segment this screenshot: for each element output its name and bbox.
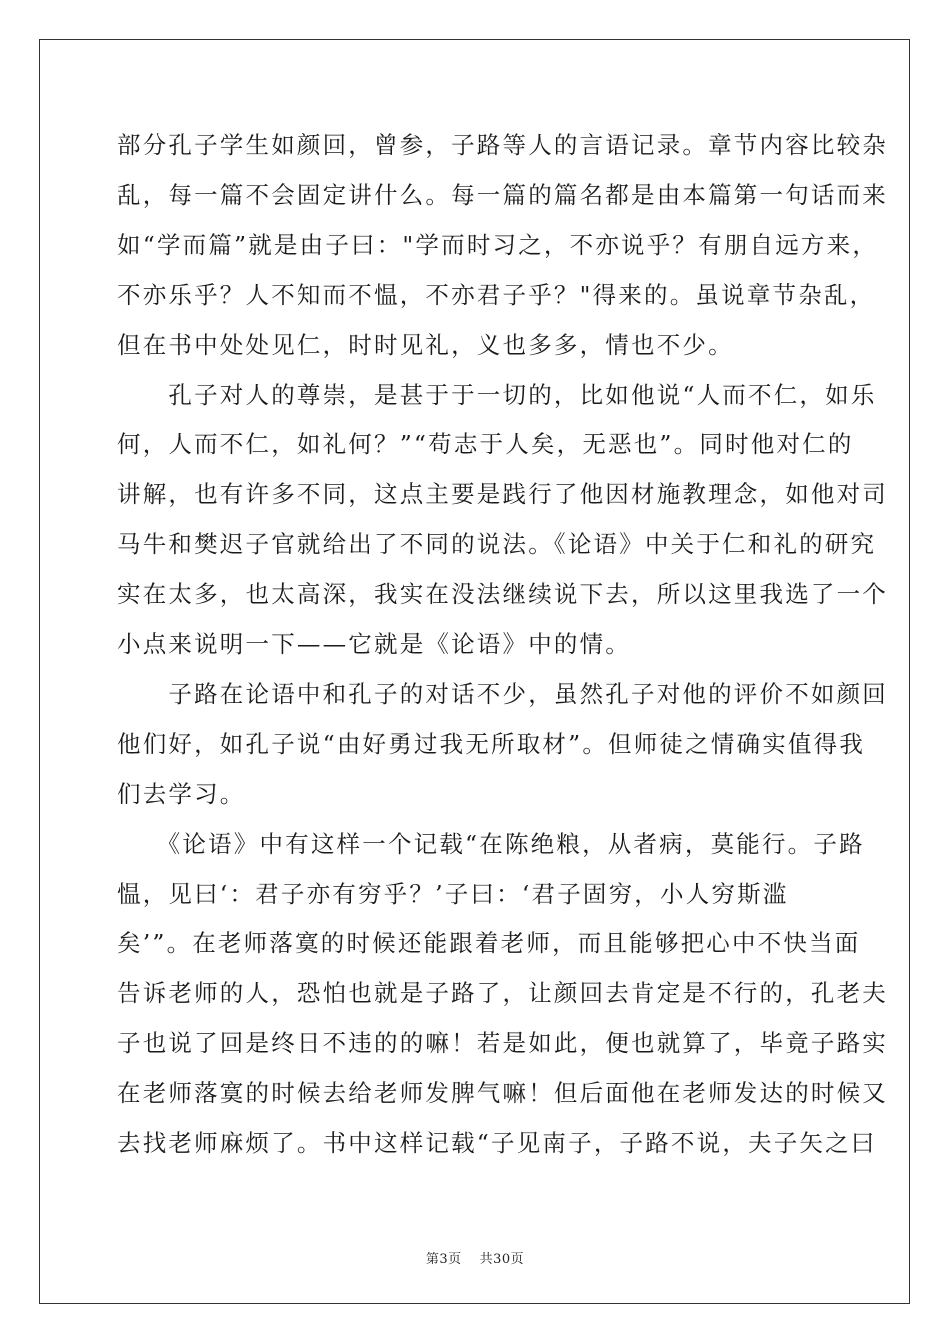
text-line: 何，人而不仁，如礼何？”“苟志于人矣，无恶也”。同时他对仁的 — [117, 430, 854, 459]
text-line: 乱，每一篇不会固定讲什么。每一篇的篇名都是由本篇第一句话而来 — [117, 180, 888, 209]
text-line: 告诉老师的人，恐怕也就是子路了，让颜回去肯定是不行的，孔老夫 — [117, 979, 888, 1008]
text-line: 小点来说明一下——它就是《论语》中的情。 — [117, 630, 631, 658]
text-line: 但在书中处处见仁，时时见礼，义也多多，情也不少。 — [117, 330, 734, 359]
text-line: 不亦乐乎？人不知而不愠，不亦君子乎？"得来的。虽说章节杂乱， — [117, 280, 876, 309]
text-line: 孔子对人的尊崇，是甚于于一切的，比如他说“人而不仁，如乐 — [117, 380, 877, 409]
text-line: 子路在论语中和孔子的对话不少，虽然孔子对他的评价不如颜回 — [117, 679, 888, 708]
text-line: 矣’”。在老师落寞的时候还能跟着老师，而且能够把心中不快当面 — [117, 929, 861, 958]
text-line: 在老师落寞的时候去给老师发脾气嘛！但后面他在老师发达的时候又 — [117, 1079, 888, 1108]
page-footer — [0, 1248, 950, 1267]
text-line: 子也说了回是终日不违的的嘛！若是如此，便也就算了，毕竟子路实 — [117, 1029, 888, 1058]
text-line: 愠，见曰‘：君子亦有穷乎？’子曰：‘君子固穷，小人穷斯滥 — [117, 879, 789, 908]
text-line: 如“学而篇”就是由子曰："学而时习之，不亦说乎？有朋自远方来， — [117, 230, 879, 259]
page-number: 第3页 — [425, 1252, 462, 1267]
text-line: 实在太多，也太高深，我实在没法继续说下去，所以这里我选了一个 — [117, 580, 888, 609]
page-total: 共30页 — [479, 1252, 525, 1267]
text-line: 去找老师麻烦了。书中这样记载“子见南子，子路不说，夫子矢之曰 — [117, 1129, 877, 1157]
text-line: 马牛和樊迟子官就给出了不同的说法。《论语》中关于仁和礼的研究 — [117, 530, 877, 559]
text-line: 《论语》中有这样一个记载“在陈绝粮，从者病，莫能行。子路 — [117, 829, 865, 858]
text-line: 们去学习。 — [117, 779, 246, 808]
text-line: 部分孔子学生如颜回，曾参，子路等人的言语记录。章节内容比较杂 — [117, 131, 888, 159]
text-line: 讲解，也有许多不同，这点主要是践行了他因材施教理念，如他对司 — [117, 480, 888, 509]
text-line: 他们好，如孔子说“由好勇过我无所取材”。但师徒之情确实值得我 — [117, 729, 866, 758]
